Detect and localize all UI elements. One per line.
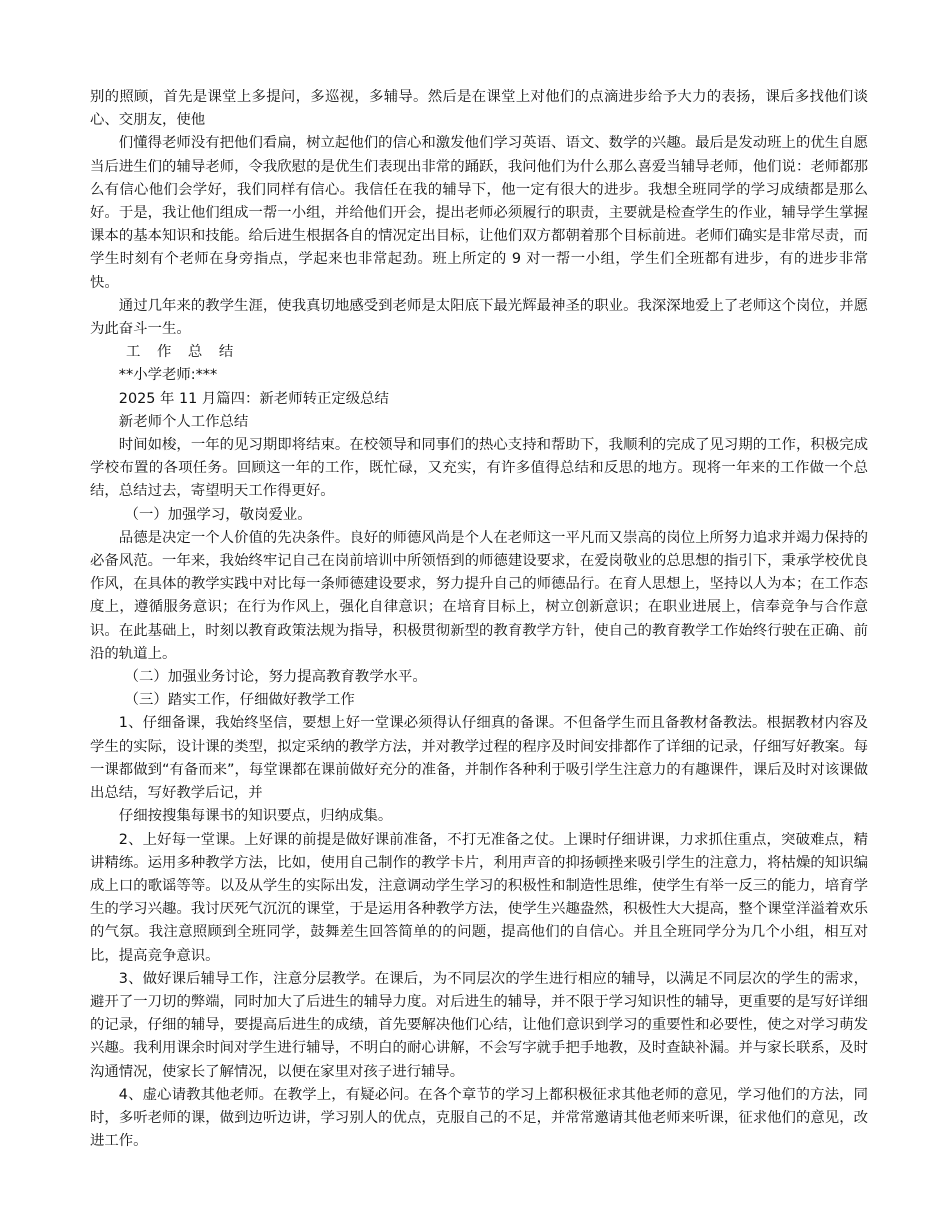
paragraph-item-1: 1、仔细备课，我始终坚信，要想上好一堂课必须得认仔细真的备课。不但备学生而且备教材备教法。根据教材内容及学生的实际，设计课的类型，拟定采纳的教学方法，并对教学过程的程序及时间安排都作了详细的记录，仔细写好教案。每一课都做到“有备而来”，每堂课都在课前做好充分的准备，并制作各种利于吸引学生注意力的有趣课件，课后及时对该课做出总结，写好教学后记，并 [90, 715, 868, 802]
paragraph-intro: 时间如梭，一年的见习期即将结束。在校领导和同事们的热心支持和帮助下，我顺利的完成了见习期的工作，积极完成学校布置的各项任务。回顾这一年的工作，既忙碌，又充实，有许多值得总结和反思的地方。现将一年来的工作做一个总结，总结过去，寄望明天工作得更好。 [90, 437, 868, 500]
paragraph-2: 们懂得老师没有把他们看扁，树立起他们的信心和激发他们学习英语、语文、数学的兴趣。最后是发动班上的优生自愿当后进生们的辅导老师，令我欣慰的是优生们表现出非常的踊跃，我问他们为什么那么喜爱当辅导老师，他们说：老师都那么有信心他们会学好，我们同样有信心。我信任在我的辅导下，他一定有很大的进步。我想全班同学的学习成绩都是那么好。于是，我让他们组成一帮一小组，并给他们开会，提出老师必须履行的职责，主要就是检查学生的作业，辅导学生掌握课本的基本知识和技能。给后进生根据各自的情况定出目标，让他们双方都朝着那个目标前进。老师们确实是非常尽责，而学生时刻有个老师在身旁指点，学起来也非常起劲。班上所定的 9 对一帮一小组，学生们全班都有进步，有的进步非常快。 [90, 135, 868, 291]
paragraph-item-2: 2、上好每一堂课。上好课的前提是做好课前准备，不打无准备之仗。上课时仔细讲课，力求抓住重点，突破难点，精讲精练。运用多种教学方法，比如，使用自己制作的教学卡片，利用声音的抑扬顿挫来吸引学生的注意力，将枯燥的知识编成上口的歌谣等等。以及从学生的实际出发，注意调动学生学习的积极性和制造性思维，使学生有举一反三的能力，培育学生的学习兴趣。我讨厌死气沉沉的课堂，于是运用各种教学方法，使学生兴趣盎然，积极性大大提高，整个课堂洋溢着欢乐的气氛。我注意照顾到全班同学，鼓舞差生回答简单的的问题，提高他们的自信心。并且全班同学分为几个小组，相互对比，提高竞争意识。 [90, 831, 868, 964]
paragraph-ethics: 品德是决定一个人价值的先决条件。良好的师德风尚是个人在老师这一平凡而又崇高的岗位上所努力追求并竭力保持的必备风范。一年来，我始终牢记自己在岗前培训中所领悟到的师德建设要求，在爱岗敬业的总思想的指引下，秉承学校优良作风，在具体的教学实践中对比每一条师德建设要求，努力提升自己的师德品行。在育人思想上，坚持以人为本；在工作态度上，遵循服务意识；在行为作风上，强化自律意识；在培育目标上，树立创新意识；在职业进展上，信奉竞争与合作意识。在此基础上，时刻以教育政策法规为指导，积极贯彻新型的教育教学方针，使自己的教育教学工作始终行驶在正确、前沿的轨道上。 [90, 529, 868, 662]
author-line: **小学老师:*** [118, 367, 218, 384]
article-title: 新老师个人工作总结 [118, 413, 249, 430]
subheading-1: （一）加强学习，敬岗爱业。 [124, 506, 312, 523]
paragraph-3: 通过几年来的教学生涯，使我真切地感受到老师是太阳底下最光辉最神圣的职业。我深深地爱上了老师这个岗位，并愿为此奋斗一生。 [90, 297, 868, 338]
subheading-3: （三）踏实工作，仔细做好教学工作 [124, 692, 355, 709]
paragraph-1: 别的照顾，首先是课堂上多提问，多巡视，多辅导。然后是在课堂上对他们的点滴进步给予大力的表扬，课后多找他们谈心、交朋友，使他 [90, 89, 868, 129]
paragraph-item-3: 3、做好课后辅导工作，注意分层教学。在课后，为不同层次的学生进行相应的辅导，以满足不同层次的学生的需求，避开了一刀切的弊端，同时加大了后进生的辅导力度。对后进生的辅导，并不限于学习知识性的辅导，更重要的是写好详细的记录，仔细的辅导，要提高后进生的成绩，首先要解决他们心结，让他们意识到学习的重要性和必要性，使之对学习萌发兴趣。我利用课余时间对学生进行辅导，不明白的耐心讲解，不会写字就手把手地教，及时查缺补漏。并与家长联系，及时沟通情况，使家长了解情况，以便在家里对孩子进行辅导。 [90, 970, 868, 1080]
paragraph-item-4: 4、虚心请教其他老师。在教学上，有疑必问。在各个章节的学习上都积极征求其他老师的意见，学习他们的方法，同时，多听老师的课，做到边听边讲，学习别人的优点，克服自己的不足，并常常邀请其他老师来听课，征求他们的意见，改进工作。 [90, 1086, 868, 1150]
section-heading-work-summary: 工作总结 [126, 344, 250, 361]
date-article-line: 2025 年 11 月篇四：新老师转正定级总结 [118, 390, 389, 407]
paragraph-item-1-cont: 仔细按搜集每课书的知识要点，归纳成集。 [118, 808, 393, 825]
subheading-2: （二）加强业务讨论，努力提高教育教学水平。 [124, 669, 427, 686]
document-page [90, 86, 868, 1153]
